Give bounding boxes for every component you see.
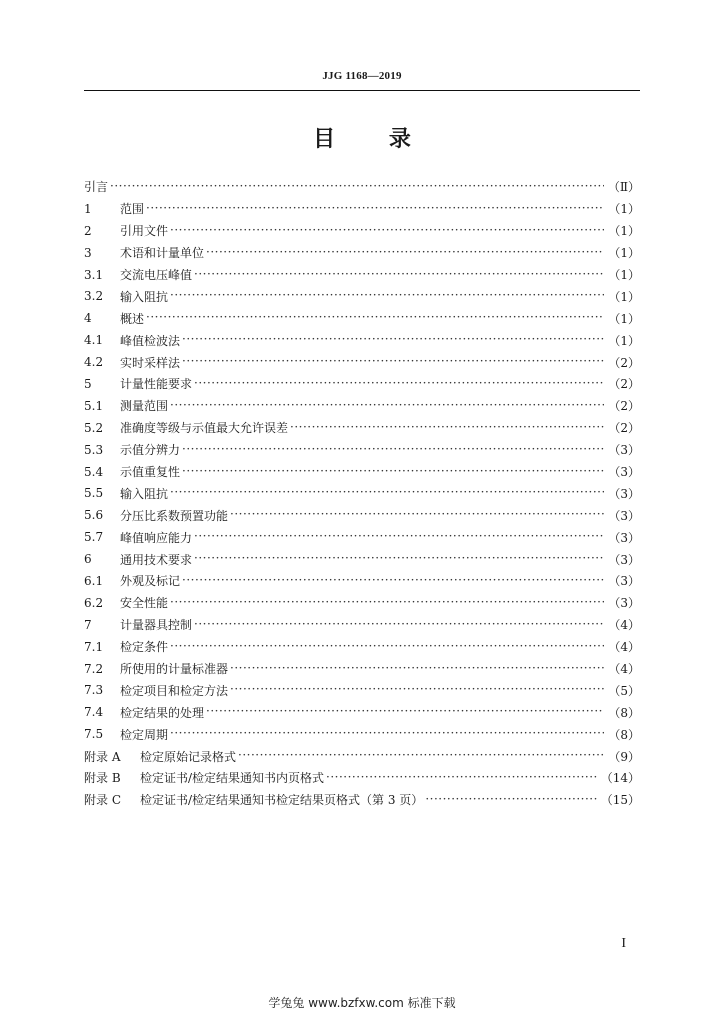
toc-leader-dots: [170, 640, 604, 654]
toc-entry-page: （2）: [608, 355, 640, 370]
toc-entry[interactable]: [84, 614, 640, 636]
toc-entry-number: 3.1: [84, 267, 104, 282]
toc-entry-number: 附录 C: [84, 793, 121, 808]
toc-entry-title: 检定结果的处理: [120, 705, 205, 720]
toc-entry-number: 7.1: [84, 639, 104, 654]
toc-entry-number: 5.5: [84, 486, 104, 501]
toc-entry-number: 3: [84, 245, 92, 260]
toc-entry-title: 检定周期: [120, 727, 169, 742]
toc-leader-dots: [290, 421, 604, 435]
toc-entry-title: 引用文件: [120, 224, 169, 239]
toc-entry-title: 安全性能: [120, 596, 169, 611]
toc-entry-number: 7.4: [84, 705, 104, 720]
toc-entry-page: （1）: [608, 246, 640, 261]
toc-entry-page: （3）: [608, 530, 640, 545]
toc-entry-title: 输入阻抗: [120, 289, 169, 304]
toc-leader-dots: [182, 443, 604, 457]
toc-entry[interactable]: [84, 264, 640, 286]
toc-entry-page: （1）: [608, 289, 640, 304]
toc-entry[interactable]: [84, 417, 640, 439]
toc-entry-number: 7: [84, 617, 92, 632]
toc-leader-dots: [170, 289, 604, 303]
toc-entry[interactable]: [84, 636, 640, 658]
toc-leader-dots: [170, 596, 604, 610]
toc-entry-page: （8）: [608, 705, 640, 720]
toc-entry[interactable]: [84, 373, 640, 395]
toc-leader-dots: [146, 311, 604, 325]
toc-entry-page: （3）: [608, 596, 640, 611]
toc-leader-dots: [206, 705, 604, 719]
toc-entry-page: （4）: [608, 662, 640, 677]
toc-entry[interactable]: [84, 220, 640, 242]
toc-entry-title: 交流电压峰值: [120, 268, 193, 282]
toc-entry-title: 引言: [84, 180, 109, 195]
toc-entry[interactable]: [84, 526, 640, 548]
toc-entry-number: 7.5: [84, 727, 104, 742]
toc-entry-title: 准确度等级与示值最大允许误差: [120, 421, 289, 436]
toc-entry-title: 峰值响应能力: [120, 530, 193, 545]
toc-entry-title: 概述: [120, 311, 145, 326]
toc-entry-number: 5.6: [84, 508, 104, 523]
toc-entry-title: 术语和计量单位: [120, 246, 205, 261]
toc-entry[interactable]: [84, 789, 640, 811]
toc-entry-number: 1: [84, 201, 92, 216]
toc-entry-title: 检定条件: [120, 640, 169, 655]
toc-entry-page: （2）: [608, 377, 640, 392]
toc-entry-number: 2: [84, 223, 92, 238]
toc-entry-number: 4.2: [84, 355, 104, 370]
toc-leader-dots: [238, 749, 604, 763]
toc-leader-dots: [194, 377, 604, 391]
toc-entry-number: 5.1: [84, 398, 104, 413]
toc-entry[interactable]: [84, 504, 640, 526]
toc-entry-page: （2）: [608, 399, 640, 414]
toc-leader-dots: [170, 486, 604, 500]
toc-entry[interactable]: [84, 548, 640, 570]
toc-leader-dots: [230, 508, 604, 522]
toc-entry-title: 检定证书/检定结果通知书内页格式: [140, 771, 325, 786]
toc-entry[interactable]: [84, 395, 640, 417]
toc-entry-number: 附录 B: [84, 771, 121, 786]
toc-leader-dots: [194, 530, 604, 544]
toc-leader-dots: [182, 574, 604, 588]
toc-leader-dots: [170, 224, 604, 238]
toc-entry-number: 5: [84, 376, 92, 391]
toc-entry-title: 检定项目和检定方法: [120, 683, 229, 698]
toc-entry[interactable]: [84, 767, 640, 789]
toc-entry[interactable]: [84, 198, 640, 220]
toc-entry[interactable]: [84, 176, 640, 198]
toc-entry-number: 6: [84, 552, 92, 567]
toc-entry-page: （9）: [608, 749, 640, 764]
toc-leader-dots: [425, 793, 598, 807]
toc-entry-page: （1）: [608, 333, 640, 348]
toc-entry-page: （5）: [608, 683, 640, 698]
toc-entry[interactable]: [84, 307, 640, 329]
toc-entry[interactable]: [84, 570, 640, 592]
toc-entry[interactable]: [84, 701, 640, 723]
toc-entry-page: （3）: [608, 486, 640, 501]
toc-leader-dots: [182, 465, 604, 479]
table-of-contents: [84, 176, 640, 811]
toc-entry-number: 5.7: [84, 530, 104, 545]
toc-entry-title: 检定原始记录格式: [140, 749, 237, 764]
toc-entry-title: 实时采样法: [120, 355, 181, 370]
toc-entry[interactable]: [84, 461, 640, 483]
header-rule: [84, 90, 640, 91]
toc-entry-page: （3）: [608, 574, 640, 589]
toc-entry[interactable]: [84, 592, 640, 614]
toc-entry-number: 4: [84, 311, 92, 326]
toc-entry-title: 输入阻抗: [120, 486, 169, 501]
standard-code: JJG 1168—2019: [322, 70, 402, 82]
toc-entry-number: 7.2: [84, 661, 104, 676]
toc-entry-number: 3.2: [84, 289, 104, 304]
toc-entry-title: 测量范围: [120, 399, 169, 414]
toc-entry-title: 计量器具控制: [120, 618, 193, 633]
toc-entry[interactable]: [84, 285, 640, 307]
toc-entry-title: 范围: [120, 202, 145, 217]
toc-entry-page: （Ⅱ）: [607, 180, 640, 195]
toc-leader-dots: [326, 771, 599, 785]
toc-leader-dots: [110, 180, 604, 194]
toc-entry-page: （2）: [608, 421, 640, 436]
toc-entry[interactable]: [84, 679, 640, 701]
toc-entry-title: 通用技术要求: [120, 552, 193, 567]
toc-leader-dots: [182, 355, 604, 369]
toc-entry-page: （8）: [608, 727, 640, 742]
title-char-2: 录: [388, 127, 411, 152]
toc-entry-number: 5.3: [84, 442, 104, 457]
footer-watermark: 学兔兔 www.bzfxw.com 标准下载: [268, 996, 456, 1010]
toc-entry-title: 峰值检波法: [120, 333, 181, 348]
toc-entry-title: 所使用的计量标准器: [120, 662, 229, 677]
toc-entry-number: 6.2: [84, 595, 104, 610]
toc-leader-dots: [194, 268, 604, 282]
toc-leader-dots: [170, 399, 604, 413]
toc-leader-dots: [182, 333, 604, 347]
toc-entry-page: （4）: [608, 640, 640, 655]
toc-leader-dots: [194, 552, 604, 566]
toc-entry-title: 计量性能要求: [120, 377, 193, 392]
toc-entry-page: （1）: [608, 268, 640, 282]
toc-entry[interactable]: [84, 439, 640, 461]
toc-entry-number: 7.3: [84, 683, 104, 698]
toc-entry-page: （3）: [608, 552, 640, 567]
toc-entry-title: 示值重复性: [120, 465, 181, 480]
toc-entry[interactable]: [84, 329, 640, 351]
toc-entry-title: 外观及标记: [120, 574, 181, 589]
toc-leader-dots: [194, 618, 604, 632]
toc-leader-dots: [230, 683, 604, 697]
toc-entry[interactable]: [84, 723, 640, 745]
toc-entry-page: （3）: [608, 465, 640, 480]
toc-entry[interactable]: [84, 351, 640, 373]
toc-entry-number: 6.1: [84, 573, 104, 588]
toc-entry-page: （3）: [608, 443, 640, 458]
toc-entry-page: （15）: [600, 793, 640, 808]
toc-entry-page: （4）: [608, 618, 640, 633]
toc-entry-page: （1）: [608, 202, 640, 217]
toc-entry-title: 检定证书/检定结果通知书检定结果页格式（第 3 页）: [140, 793, 424, 808]
toc-entry-page: （3）: [608, 508, 640, 523]
toc-entry-number: 4.1: [84, 333, 104, 348]
toc-entry-number: 5.2: [84, 420, 104, 435]
toc-entry[interactable]: [84, 658, 640, 680]
toc-leader-dots: [230, 662, 604, 676]
toc-leader-dots: [206, 246, 604, 260]
toc-entry-number: 附录 A: [84, 749, 121, 764]
toc-entry-number: 5.4: [84, 464, 104, 479]
toc-entry-page: （1）: [608, 224, 640, 239]
toc-entry-page: （14）: [600, 771, 640, 786]
title-char-1: 目: [313, 127, 336, 152]
toc-leader-dots: [146, 202, 604, 216]
toc-entry[interactable]: [84, 745, 640, 767]
page-number: I: [621, 936, 626, 951]
toc-entry[interactable]: [84, 482, 640, 504]
toc-entry-title: 示值分辨力: [120, 443, 181, 458]
toc-entry[interactable]: [84, 242, 640, 264]
page-title: [0, 122, 724, 153]
toc-leader-dots: [170, 727, 604, 741]
toc-entry-page: （1）: [608, 311, 640, 326]
toc-entry-title: 分压比系数预置功能: [120, 508, 229, 523]
